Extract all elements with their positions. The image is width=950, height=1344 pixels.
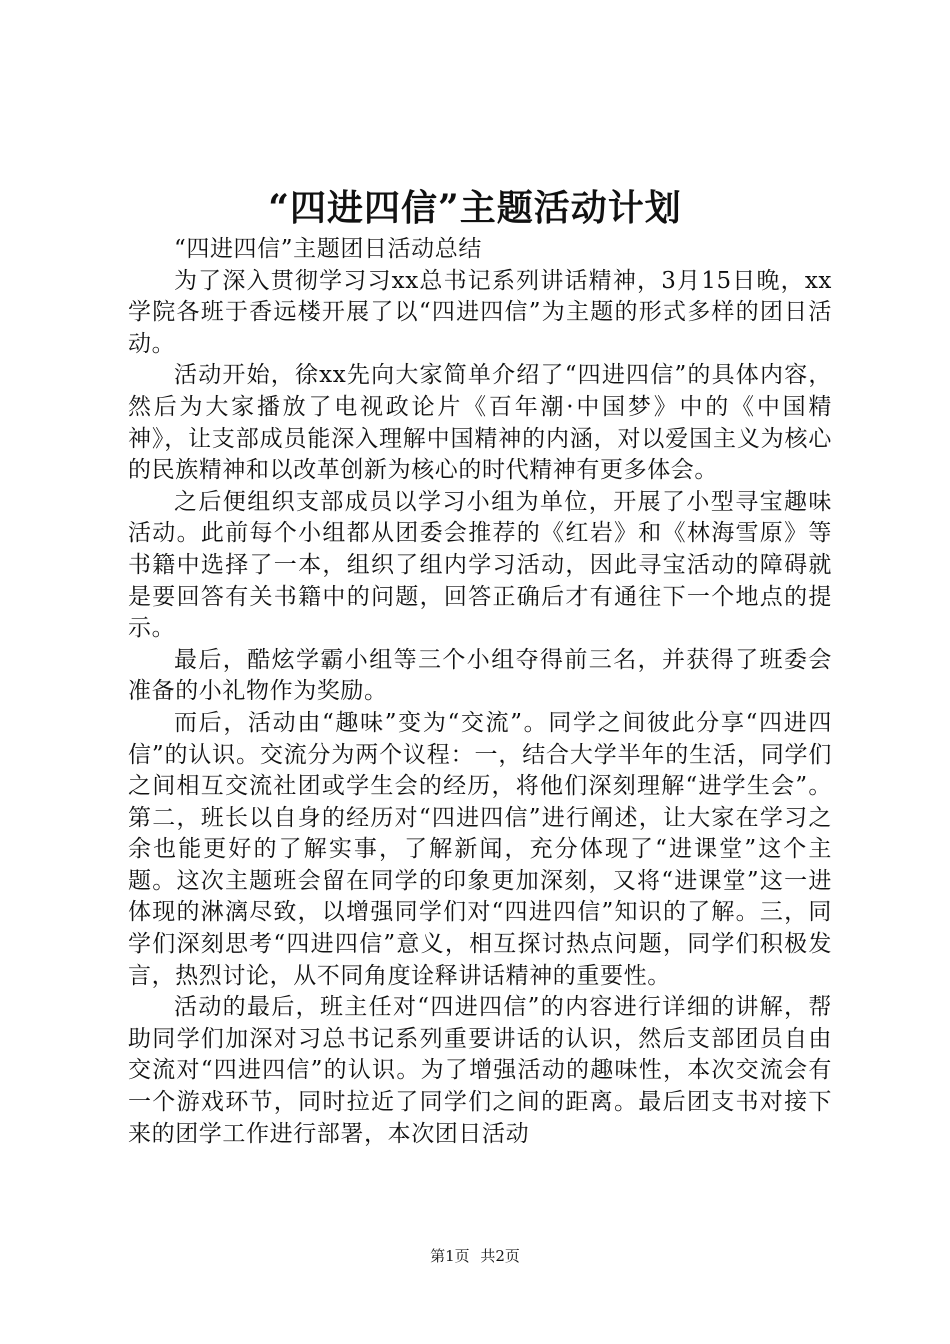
- paragraph: 之后便组织支部成员以学习小组为单位，开展了小型寻宝趣味活动。此前每个小组都从团委会推荐的《红岩》和《林海雪原》等书籍中选择了一本，组织了组内学习活动，因此寻宝活动的障碍就是要回答有关书籍中的问题，回答正确后才有通往下一个地点的提示。: [128, 488, 832, 642]
- document-title: “四进四信”主题活动计划: [268, 187, 682, 229]
- paragraph: 活动开始，徐xx先向大家简单介绍了“四进四信”的具体内容，然后为大家播放了电视政论片《百年潮·中国梦》中的《中国精神》，让支部成员能深入理解中国精神的内涵，对以爱国主义为核心的民族精神和以改革创新为核心的时代精神有更多体会。: [128, 362, 832, 484]
- page-number-total: 共2页: [480, 1247, 520, 1265]
- paragraph: 活动的最后，班主任对“四进四信”的内容进行详细的讲解，帮助同学们加深对习总书记系列重要讲话的认识，然后支部团员自由交流对“四进四信”的认识。为了增强活动的趣味性，本次交流会有一个游戏环节，同时拉近了同学们之间的距离。最后团支书对接下来的团学工作进行部署，本次团日活动: [128, 994, 832, 1147]
- paragraph: 为了深入贯彻学习习xx总书记系列讲话精神，3月15日晚，xx学院各班于香远楼开展了以“四进四信”为主题的形式多样的团日活动。: [128, 267, 832, 357]
- paragraph: 而后，活动由“趣味”变为“交流”。同学之间彼此分享“四进四信”的认识。交流分为两个议程：一，结合大学半年的生活，同学们之间相互交流社团或学生会的经历，将他们深刻理解“进学生会”。第二，班长以自身的经历对“四进四信”进行阐述，让大家在学习之余也能更好的了解实事，了解新闻，充分体现了“进课堂”这个主题。这次主题班会留在同学的印象更加深刻，又将“进课堂”这一进体现的淋漓尽致，以增强同学们对“四进四信”知识的了解。三，同学们深刻思考“四进四信”意义，相互探讨热点问题，同学们积极发言，热烈讨论，从不同角度诠释讲话精神的重要性。: [128, 709, 832, 989]
- paragraph-subtitle: “四进四信”主题团日活动总结: [174, 236, 482, 262]
- page-footer: [0, 1246, 950, 1266]
- paragraph: 最后，酷炫学霸小组等三个小组夺得前三名，并获得了班委会准备的小礼物作为奖励。: [128, 646, 832, 705]
- page-number-current: 第1页: [430, 1247, 470, 1265]
- document-body: [128, 234, 832, 1150]
